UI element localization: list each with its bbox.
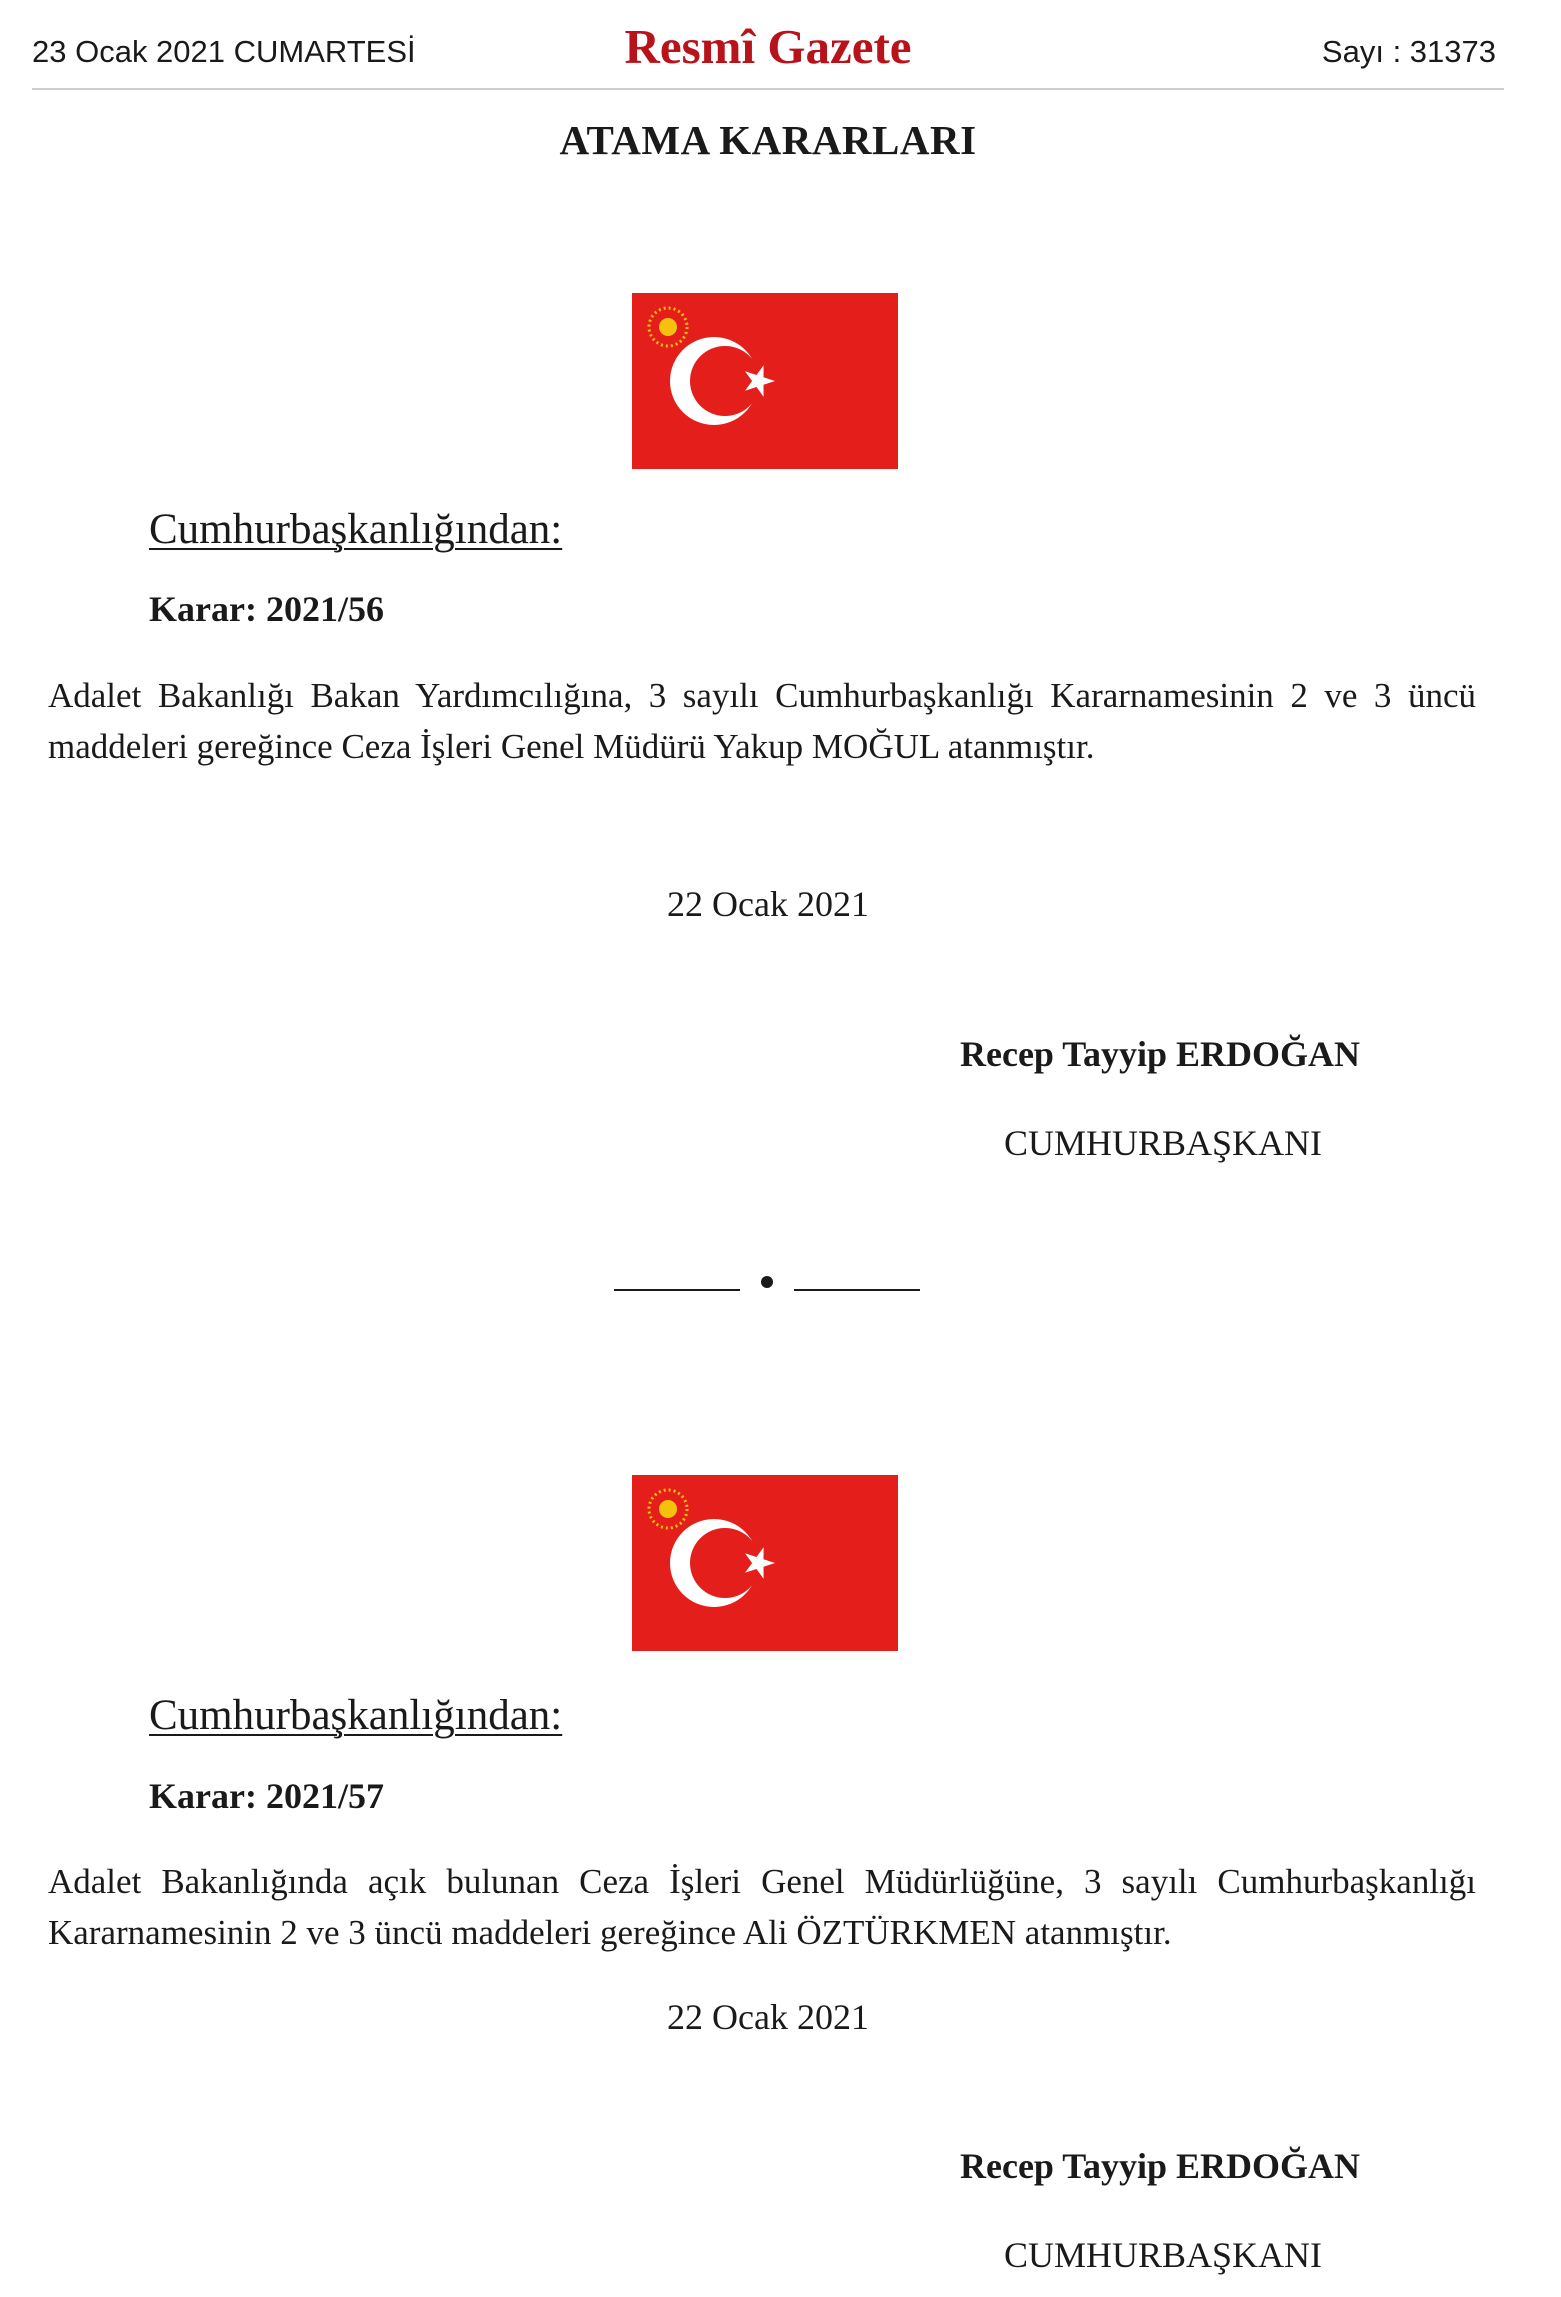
- signer-name: Recep Tayyip ERDOĞAN: [960, 2146, 1361, 2186]
- signer-title: CUMHURBAŞKANI: [1004, 2235, 1323, 2275]
- decree-number: Karar: 2021/56: [149, 589, 384, 629]
- decree-date: 22 Ocak 2021: [667, 884, 869, 924]
- issuer-heading: Cumhurbaşkanlığından:: [149, 506, 563, 553]
- issuer-heading: Cumhurbaşkanlığından:: [149, 1692, 563, 1739]
- header-date: 23 Ocak 2021 CUMARTESİ: [32, 34, 416, 69]
- separator-dot: [761, 1276, 773, 1288]
- turkish-flag-icon: [632, 293, 898, 469]
- decree-date: 22 Ocak 2021: [667, 1997, 869, 2037]
- signer-name: Recep Tayyip ERDOĞAN: [960, 1034, 1361, 1074]
- decree-body: Adalet Bakanlığında açık bulunan Ceza İşleri Genel Müdürlüğüne, 3 sayılı Cumhurbaşkanlığı Kararnamesinin 2 ve 3 üncü maddeleri gereğince Ali ÖZTÜRKMEN atanmıştır.: [48, 1862, 1476, 1952]
- gazette-title: Resmî Gazete: [624, 19, 912, 74]
- separator-line-right: [794, 1289, 920, 1291]
- signer-title: CUMHURBAŞKANI: [1004, 1123, 1323, 1163]
- issue-number: Sayı : 31373: [1321, 34, 1496, 69]
- turkish-flag-icon: [632, 1475, 898, 1651]
- decree-number: Karar: 2021/57: [149, 1776, 384, 1816]
- section-separator-icon: [614, 1263, 920, 1293]
- presidential-seal-icon: [649, 308, 687, 346]
- decree-body: Adalet Bakanlığı Bakan Yardımcılığına, 3 sayılı Cumhurbaşkanlığı Kararnamesinin 2 ve 3 üncü maddeleri gereğince Ceza İşleri Genel Müdürü Yakup MOĞUL atanmıştır.: [48, 676, 1476, 766]
- separator-line-left: [614, 1289, 740, 1291]
- presidential-seal-icon: [649, 1490, 687, 1528]
- page-header: [32, 18, 1504, 90]
- section-title: ATAMA KARARLARI: [559, 117, 977, 163]
